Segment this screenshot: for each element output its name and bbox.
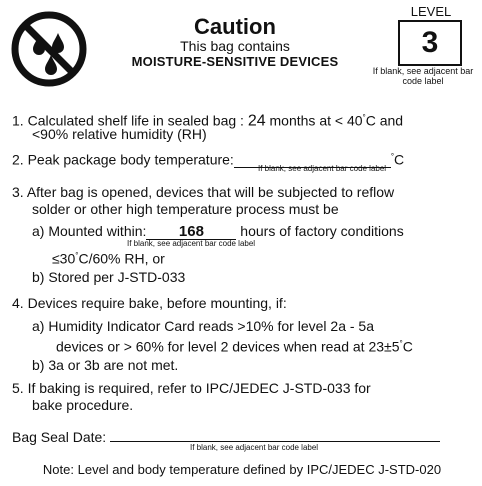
item-4-text: Devices require bake, before mounting, if: [27,295,287,311]
item-3b-line [32,269,185,286]
item-2-number: 2. [12,151,24,168]
level-box [398,20,462,66]
item-4a-text-1: Humidity Indicator Card reads >10% for level 2a - 5a [48,318,375,334]
item-3a-label: a) [32,223,45,239]
item-4b-label: b) [32,357,45,373]
level-value: 3 [421,26,439,59]
item-4a-line2 [56,335,413,356]
item-3-line1 [12,184,394,201]
item-4a-line2-unit: C [402,338,413,355]
item-1-text-c: C and [365,112,404,129]
item-3-number: 3. [12,184,24,200]
bag-seal-label: Bag Seal Date: [12,429,107,445]
item-2-text: Peak package body temperature: [27,151,234,168]
item-4a-label: a) [32,318,45,334]
degree-symbol: ° [399,339,403,348]
item-3a-text-1: Mounted within: [48,223,147,239]
item-5-line2: bake procedure. [32,397,134,413]
item-3b-label: b) [32,269,45,285]
degree-symbol: ° [75,251,79,260]
item-4a-line2-num: 5 [391,338,400,355]
item-3a-line2 [52,247,165,268]
item-1-line2: <90% relative humidity (RH) [32,126,207,142]
item-3a-line1 [32,223,404,240]
item-4-number: 4. [12,295,24,311]
mounted-hours-field[interactable]: 168 [146,225,236,240]
bag-seal-date-field[interactable] [110,427,440,442]
item-4a-line1 [32,318,374,335]
caution-title: Caution [194,14,276,39]
item-3a-line2-post: C/60% RH, or [78,250,165,267]
bag-contains-text: This bag contains [180,38,290,54]
item-4a-line2-pre: devices or > 60% for level 2 devices when read at 23± [56,338,392,355]
bag-seal-note: If blank, see adjacent bar code label [190,443,319,452]
degree-symbol: ° [390,152,395,161]
level-label: LEVEL [410,4,452,19]
item-2-unit: C [394,151,405,168]
item-4b-text: 3a or 3b are not met. [48,357,179,373]
bottom-note: Note: Level and body temperature defined by IPC/JEDEC J-STD-020 [42,462,442,477]
moisture-sensitive-heading: MOISTURE-SENSITIVE DEVICES [131,54,339,69]
item-4b-line [32,357,178,374]
item-3a-line2-pre: ≤30 [52,250,76,267]
item-3-line2: solder or other high temperature process must be [32,201,339,217]
item-2-note: If blank, see adjacent bar code label [258,164,387,173]
item-5-line1 [12,380,371,397]
no-water-icon [9,9,89,89]
level-note: If blank, see adjacent bar code label [372,66,474,86]
item-3-text-1: After bag is opened, devices that will be subjected to reflow [26,184,395,200]
degree-symbol: ° [362,113,366,122]
item-5-number: 5. [12,380,24,396]
item-5-text-1: If baking is required, refer to IPC/JEDEC J-STD-033 for [27,380,371,396]
item-4-line [12,295,287,312]
item-3b-text: Stored per J-STD-033 [48,269,186,285]
item-3a-note: If blank, see adjacent bar code label [127,239,256,248]
item-3a-text-2: hours of factory conditions [240,223,404,239]
item-1-text-a: Calculated shelf life in sealed bag : [27,112,244,129]
item-1-number: 1. [12,112,24,129]
shelf-life-months: 24 [247,112,266,130]
item-1-text-b: months at < 40 [269,112,363,129]
